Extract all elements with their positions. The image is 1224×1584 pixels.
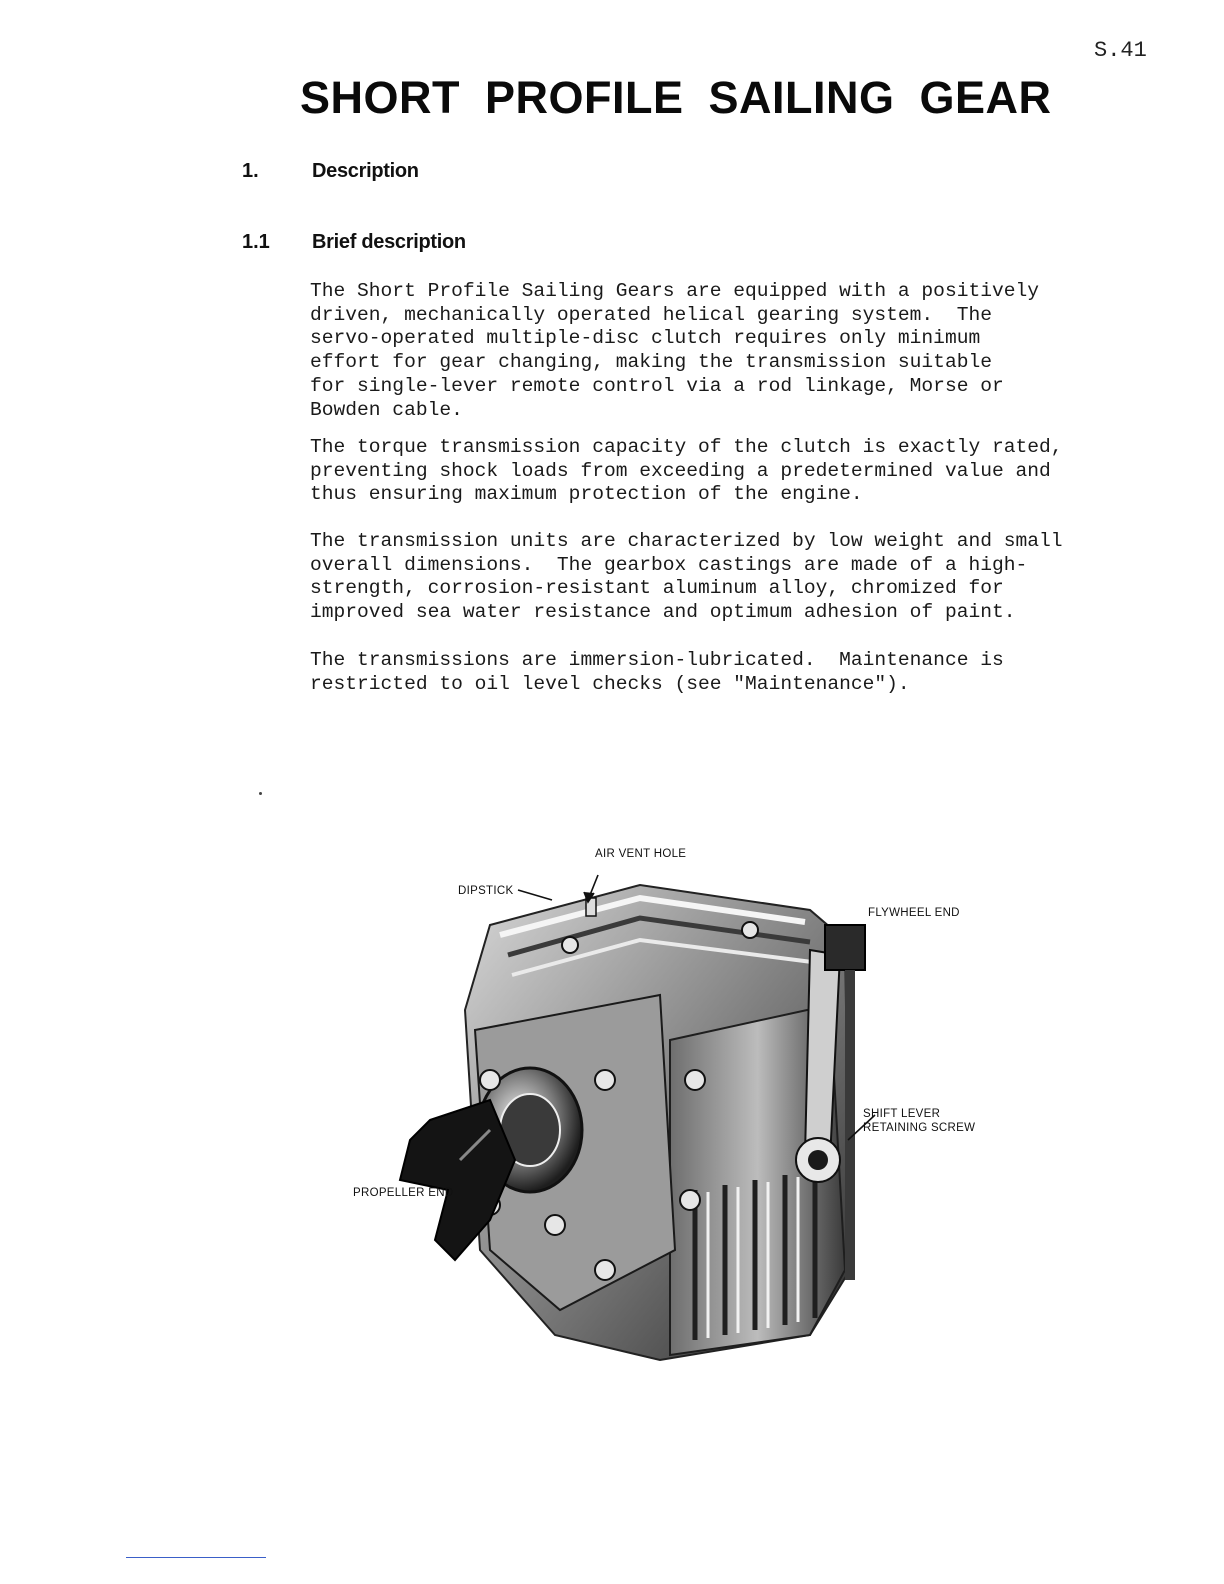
subsection-title: Brief description <box>312 231 466 253</box>
flywheel-coupling <box>825 925 865 970</box>
page-number: S.41 <box>1094 38 1147 63</box>
paragraph-construction: The transmission units are characterized by low weight and small overall dimensions. The gearbox castings are made of a high- strength, corrosion-resistant aluminum alloy, chromized for improved sea water resistance and optimum adhesion of paint. <box>310 530 1063 624</box>
page-title: SHORT PROFILE SAILING GEAR <box>300 72 1052 123</box>
label-dipstick: DIPSTICK <box>458 885 514 897</box>
label-propeller-end: PROPELLER END <box>353 1187 454 1199</box>
label-flywheel-end: FLYWHEEL END <box>868 907 960 919</box>
section-number: 1. <box>242 160 259 182</box>
label-shift-lever: SHIFT LEVER <box>863 1108 941 1120</box>
section-title: Description <box>312 160 419 182</box>
subsection-number: 1.1 <box>242 231 270 253</box>
footer-rule <box>126 1557 266 1558</box>
scan-speck <box>259 792 262 795</box>
paragraph-overview: The Short Profile Sailing Gears are equipped with a positively driven, mechanically operated helical gearing system. The servo-operated multiple-disc clutch requires only minimum effort for gear changing, making the transmission suitable for single-lever remote control via a rod linkage, Morse or Bowden cable. <box>310 280 1040 421</box>
paragraph-clutch: The torque transmission capacity of the clutch is exactly rated, preventing shock loads from exceeding a predetermined value and thus ensuring maximum protection of the engine. <box>310 436 1063 506</box>
label-air-vent-hole: AIR VENT HOLE <box>595 848 687 860</box>
label-retaining-screw: RETAINING SCREW <box>863 1122 976 1134</box>
gearbox-figure <box>340 830 1000 1390</box>
paragraph-lubrication: The transmissions are immersion-lubricated. Maintenance is restricted to oil level checks (see "Maintenance"). <box>310 649 1004 695</box>
